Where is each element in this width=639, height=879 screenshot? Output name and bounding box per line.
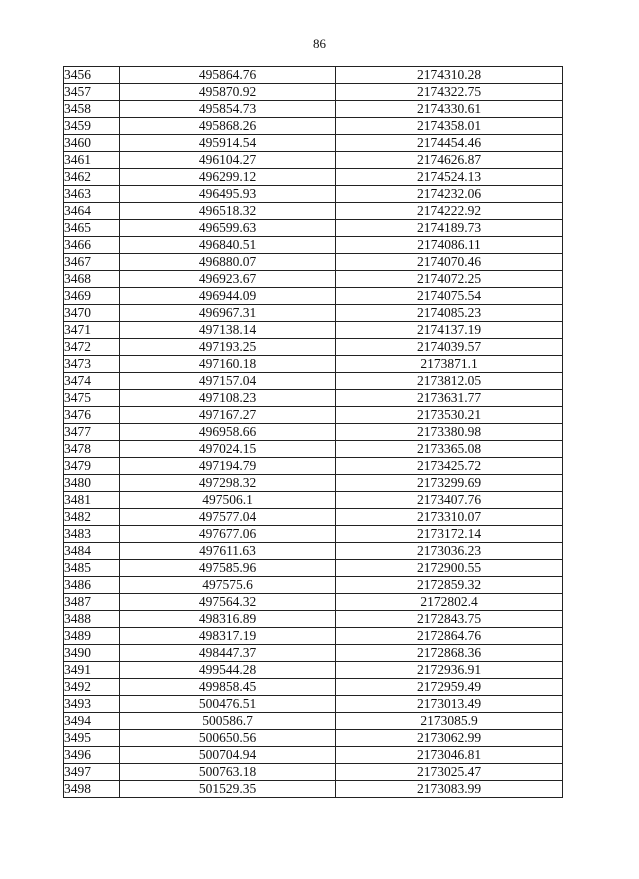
table-row: [64, 764, 563, 781]
point-number-cell: 3474: [64, 373, 120, 390]
point-number-cell: 3493: [64, 696, 120, 713]
x-coordinate-cell: 497577.04: [120, 509, 336, 526]
table-row: [64, 322, 563, 339]
x-coordinate-cell: 495864.76: [120, 67, 336, 84]
table-row: [64, 526, 563, 543]
y-coordinate-cell: 2174039.57: [336, 339, 563, 356]
x-coordinate-cell: 498317.19: [120, 628, 336, 645]
y-coordinate-cell: 2172900.55: [336, 560, 563, 577]
x-coordinate-cell: 498316.89: [120, 611, 336, 628]
table-row: [64, 594, 563, 611]
x-coordinate-cell: 495870.92: [120, 84, 336, 101]
y-coordinate-cell: 2173425.72: [336, 458, 563, 475]
table-row: [64, 305, 563, 322]
point-number-cell: 3479: [64, 458, 120, 475]
point-number-cell: 3469: [64, 288, 120, 305]
y-coordinate-cell: 2172802.4: [336, 594, 563, 611]
x-coordinate-cell: 497193.25: [120, 339, 336, 356]
point-number-cell: 3472: [64, 339, 120, 356]
table-row: [64, 781, 563, 798]
y-coordinate-cell: 2174222.92: [336, 203, 563, 220]
y-coordinate-cell: 2173631.77: [336, 390, 563, 407]
point-number-cell: 3467: [64, 254, 120, 271]
x-coordinate-cell: 497575.6: [120, 577, 336, 594]
point-number-cell: 3481: [64, 492, 120, 509]
x-coordinate-cell: 497194.79: [120, 458, 336, 475]
point-number-cell: 3482: [64, 509, 120, 526]
x-coordinate-cell: 496944.09: [120, 288, 336, 305]
y-coordinate-cell: 2172859.32: [336, 577, 563, 594]
x-coordinate-cell: 496518.32: [120, 203, 336, 220]
point-number-cell: 3490: [64, 645, 120, 662]
x-coordinate-cell: 497506.1: [120, 492, 336, 509]
y-coordinate-cell: 2174322.75: [336, 84, 563, 101]
point-number-cell: 3476: [64, 407, 120, 424]
coordinates-table-body: [64, 67, 563, 798]
table-row: [64, 271, 563, 288]
table-row: [64, 577, 563, 594]
y-coordinate-cell: 2174524.13: [336, 169, 563, 186]
table-row: [64, 492, 563, 509]
point-number-cell: 3458: [64, 101, 120, 118]
point-number-cell: 3489: [64, 628, 120, 645]
table-row: [64, 237, 563, 254]
y-coordinate-cell: 2174358.01: [336, 118, 563, 135]
x-coordinate-cell: 499544.28: [120, 662, 336, 679]
point-number-cell: 3475: [64, 390, 120, 407]
x-coordinate-cell: 496958.66: [120, 424, 336, 441]
point-number-cell: 3462: [64, 169, 120, 186]
x-coordinate-cell: 497138.14: [120, 322, 336, 339]
y-coordinate-cell: 2172936.91: [336, 662, 563, 679]
point-number-cell: 3461: [64, 152, 120, 169]
point-number-cell: 3485: [64, 560, 120, 577]
y-coordinate-cell: 2174454.46: [336, 135, 563, 152]
x-coordinate-cell: 496923.67: [120, 271, 336, 288]
table-row: [64, 84, 563, 101]
table-row: [64, 628, 563, 645]
table-row: [64, 118, 563, 135]
x-coordinate-cell: 501529.35: [120, 781, 336, 798]
point-number-cell: 3460: [64, 135, 120, 152]
x-coordinate-cell: 497298.32: [120, 475, 336, 492]
point-number-cell: 3471: [64, 322, 120, 339]
table-row: [64, 135, 563, 152]
table-row: [64, 441, 563, 458]
y-coordinate-cell: 2174075.54: [336, 288, 563, 305]
table-row: [64, 152, 563, 169]
x-coordinate-cell: 499858.45: [120, 679, 336, 696]
table-row: [64, 645, 563, 662]
x-coordinate-cell: 497611.63: [120, 543, 336, 560]
x-coordinate-cell: 497024.15: [120, 441, 336, 458]
point-number-cell: 3457: [64, 84, 120, 101]
y-coordinate-cell: 2173172.14: [336, 526, 563, 543]
y-coordinate-cell: 2173407.76: [336, 492, 563, 509]
table-row: [64, 356, 563, 373]
table-row: [64, 543, 563, 560]
x-coordinate-cell: 498447.37: [120, 645, 336, 662]
table-row: [64, 373, 563, 390]
y-coordinate-cell: 2173871.1: [336, 356, 563, 373]
point-number-cell: 3486: [64, 577, 120, 594]
x-coordinate-cell: 497677.06: [120, 526, 336, 543]
point-number-cell: 3466: [64, 237, 120, 254]
table-row: [64, 288, 563, 305]
table-row: [64, 475, 563, 492]
point-number-cell: 3495: [64, 730, 120, 747]
x-coordinate-cell: 495914.54: [120, 135, 336, 152]
y-coordinate-cell: 2174232.06: [336, 186, 563, 203]
y-coordinate-cell: 2174085.23: [336, 305, 563, 322]
table-row: [64, 186, 563, 203]
table-row: [64, 509, 563, 526]
y-coordinate-cell: 2173365.08: [336, 441, 563, 458]
point-number-cell: 3478: [64, 441, 120, 458]
table-row: [64, 458, 563, 475]
y-coordinate-cell: 2174072.25: [336, 271, 563, 288]
y-coordinate-cell: 2173812.05: [336, 373, 563, 390]
point-number-cell: 3480: [64, 475, 120, 492]
table-row: [64, 407, 563, 424]
point-number-cell: 3487: [64, 594, 120, 611]
point-number-cell: 3491: [64, 662, 120, 679]
point-number-cell: 3463: [64, 186, 120, 203]
y-coordinate-cell: 2172864.76: [336, 628, 563, 645]
y-coordinate-cell: 2173013.49: [336, 696, 563, 713]
x-coordinate-cell: 495854.73: [120, 101, 336, 118]
point-number-cell: 3464: [64, 203, 120, 220]
x-coordinate-cell: 500650.56: [120, 730, 336, 747]
point-number-cell: 3496: [64, 747, 120, 764]
point-number-cell: 3473: [64, 356, 120, 373]
point-number-cell: 3488: [64, 611, 120, 628]
y-coordinate-cell: 2172868.36: [336, 645, 563, 662]
table-row: [64, 254, 563, 271]
y-coordinate-cell: 2173046.81: [336, 747, 563, 764]
y-coordinate-cell: 2174137.19: [336, 322, 563, 339]
table-row: [64, 713, 563, 730]
table-row: [64, 220, 563, 237]
x-coordinate-cell: 497157.04: [120, 373, 336, 390]
y-coordinate-cell: 2173380.98: [336, 424, 563, 441]
y-coordinate-cell: 2172959.49: [336, 679, 563, 696]
table-row: [64, 730, 563, 747]
table-row: [64, 339, 563, 356]
point-number-cell: 3494: [64, 713, 120, 730]
point-number-cell: 3459: [64, 118, 120, 135]
x-coordinate-cell: 500476.51: [120, 696, 336, 713]
x-coordinate-cell: 500763.18: [120, 764, 336, 781]
x-coordinate-cell: 496495.93: [120, 186, 336, 203]
y-coordinate-cell: 2174070.46: [336, 254, 563, 271]
point-number-cell: 3483: [64, 526, 120, 543]
y-coordinate-cell: 2173083.99: [336, 781, 563, 798]
table-row: [64, 390, 563, 407]
point-number-cell: 3492: [64, 679, 120, 696]
y-coordinate-cell: 2173299.69: [336, 475, 563, 492]
y-coordinate-cell: 2173530.21: [336, 407, 563, 424]
point-number-cell: 3470: [64, 305, 120, 322]
point-number-cell: 3468: [64, 271, 120, 288]
table-row: [64, 67, 563, 84]
y-coordinate-cell: 2174189.73: [336, 220, 563, 237]
table-row: [64, 696, 563, 713]
x-coordinate-cell: 497585.96: [120, 560, 336, 577]
point-number-cell: 3477: [64, 424, 120, 441]
x-coordinate-cell: 497108.23: [120, 390, 336, 407]
x-coordinate-cell: 496880.07: [120, 254, 336, 271]
point-number-cell: 3497: [64, 764, 120, 781]
y-coordinate-cell: 2174626.87: [336, 152, 563, 169]
y-coordinate-cell: 2174310.28: [336, 67, 563, 84]
y-coordinate-cell: 2174330.61: [336, 101, 563, 118]
y-coordinate-cell: 2173025.47: [336, 764, 563, 781]
coordinates-table: [63, 66, 563, 798]
x-coordinate-cell: 496299.12: [120, 169, 336, 186]
table-row: [64, 203, 563, 220]
point-number-cell: 3484: [64, 543, 120, 560]
table-row: [64, 747, 563, 764]
table-row: [64, 101, 563, 118]
x-coordinate-cell: 497167.27: [120, 407, 336, 424]
point-number-cell: 3456: [64, 67, 120, 84]
x-coordinate-cell: 497160.18: [120, 356, 336, 373]
y-coordinate-cell: 2172843.75: [336, 611, 563, 628]
y-coordinate-cell: 2173036.23: [336, 543, 563, 560]
x-coordinate-cell: 496104.27: [120, 152, 336, 169]
y-coordinate-cell: 2173310.07: [336, 509, 563, 526]
y-coordinate-cell: 2174086.11: [336, 237, 563, 254]
x-coordinate-cell: 500704.94: [120, 747, 336, 764]
table-row: [64, 169, 563, 186]
x-coordinate-cell: 500586.7: [120, 713, 336, 730]
point-number-cell: 3498: [64, 781, 120, 798]
y-coordinate-cell: 2173062.99: [336, 730, 563, 747]
x-coordinate-cell: 496967.31: [120, 305, 336, 322]
page-number: 86: [313, 36, 326, 51]
y-coordinate-cell: 2173085.9: [336, 713, 563, 730]
x-coordinate-cell: 497564.32: [120, 594, 336, 611]
table-row: [64, 662, 563, 679]
x-coordinate-cell: 496840.51: [120, 237, 336, 254]
table-row: [64, 679, 563, 696]
x-coordinate-cell: 495868.26: [120, 118, 336, 135]
x-coordinate-cell: 496599.63: [120, 220, 336, 237]
table-row: [64, 424, 563, 441]
table-row: [64, 611, 563, 628]
table-row: [64, 560, 563, 577]
point-number-cell: 3465: [64, 220, 120, 237]
